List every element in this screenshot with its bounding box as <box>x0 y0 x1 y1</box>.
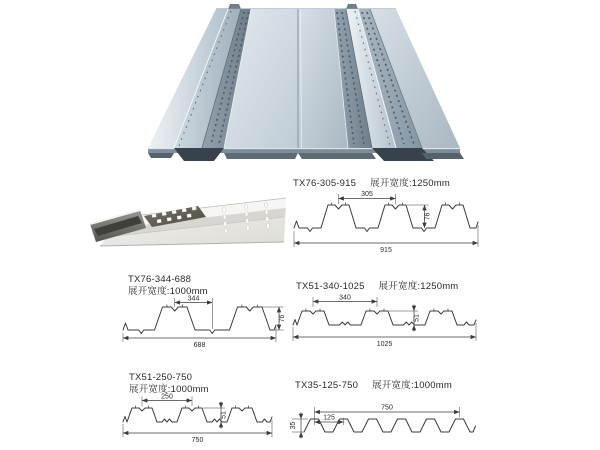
left-rib-void <box>174 148 224 161</box>
overall-dimension-label: 1025 <box>376 341 393 348</box>
pitch-dimension-label: 305 <box>361 191 373 198</box>
height-dimension <box>389 305 421 332</box>
height-dimension-label: 35 <box>290 421 297 430</box>
pitch-dimension-label: 250 <box>161 393 173 401</box>
model-label: TX76-305-915 <box>293 178 357 189</box>
back-rib-end-right <box>346 4 358 9</box>
height-dimension <box>407 205 432 228</box>
model-label: TX51-340-1025 <box>296 281 365 292</box>
deck-surfaces <box>148 9 460 148</box>
pitch-dimension <box>339 191 396 204</box>
overall-dimension <box>294 225 478 254</box>
diagram4-title <box>129 372 209 395</box>
overall-dimension-label: 750 <box>191 437 204 444</box>
diagram1-title <box>293 175 450 189</box>
foot-right <box>422 153 464 159</box>
overall-dimension-label: 750 <box>381 404 393 412</box>
pitch-dimension <box>142 394 192 407</box>
pitch-dimension-label: 340 <box>339 294 351 302</box>
overall-dimension-label: 688 <box>193 342 206 349</box>
profile-diagram-tx76-344-688 <box>118 296 286 356</box>
profile-diagram-tx51-250-750 <box>118 394 286 450</box>
height-dimension <box>290 413 308 439</box>
profile-diagram-tx76-305-915 <box>288 190 492 256</box>
overall-dimension <box>293 323 476 348</box>
unfold-width-label: 展开宽度:1250mm <box>378 281 459 292</box>
overall-dimension-label: 915 <box>380 247 392 254</box>
height-dimension <box>203 402 228 429</box>
profile-outline <box>123 307 276 334</box>
height-dimension-label: 51 <box>220 411 228 419</box>
height-dimension-label: 76 <box>278 314 286 323</box>
foot-center-right <box>298 153 376 159</box>
unfold-width-label: 展开宽度:1000mm <box>128 285 208 297</box>
model-label: TX76-344-688 <box>128 274 192 285</box>
pitch-dimension-label: 344 <box>187 295 200 303</box>
model-label: TX51-250-750 <box>129 372 193 383</box>
deck-front-edge <box>148 148 464 161</box>
main-decking-photo <box>138 2 468 164</box>
diagram2-title <box>128 274 208 297</box>
profile-outline <box>294 205 478 232</box>
height-dimension-label: 51 <box>413 314 421 322</box>
profile-diagram-tx35-125-750 <box>288 392 498 450</box>
profile-outline <box>293 311 476 325</box>
diagram3-title <box>296 278 458 292</box>
unfold-width-label: 展开宽度:1000mm <box>129 383 209 395</box>
unfold-width-label: 展开宽度:1250mm <box>370 178 450 189</box>
pitch-dimension-label: 125 <box>323 414 335 422</box>
pitch-dimension <box>313 295 377 308</box>
diagram5-title <box>295 377 452 391</box>
rib-knurl-ticks <box>306 309 448 312</box>
profile-diagram-tx51-340-1025 <box>288 294 492 362</box>
back-rib-end-left <box>228 4 241 9</box>
foot-left <box>148 153 174 158</box>
pitch-dimension <box>175 296 213 330</box>
deck-back-edge <box>216 4 396 9</box>
model-label: TX35-125-750 <box>295 380 359 391</box>
sample-decking-photo <box>86 184 296 269</box>
overall-dimension <box>123 420 272 444</box>
height-dimension-label: 76 <box>424 212 432 221</box>
profile-outline <box>123 408 272 422</box>
unfold-width-label: 展开宽度:1000mm <box>372 380 452 391</box>
foot-center-left <box>224 153 298 159</box>
